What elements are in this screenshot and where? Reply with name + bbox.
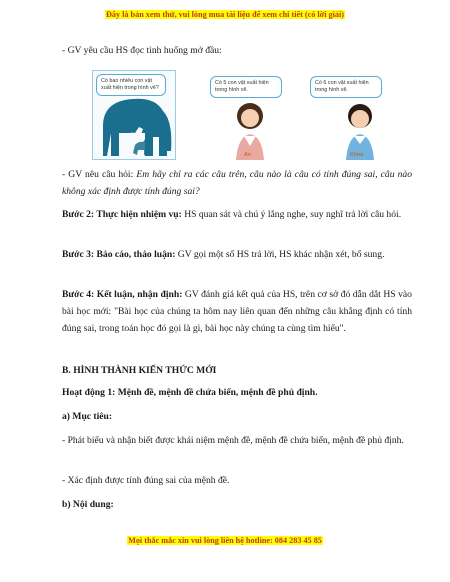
step4-paragraph xyxy=(62,286,412,337)
step2-text: HS quan sát và chú ý lắng nghe, suy nghĩ trả lời câu hỏi. xyxy=(181,209,402,220)
goal-item-1: - Phát biểu và nhận biết được khái niệm mệnh đề, mệnh đề chứa biến, mệnh đề phủ định. xyxy=(62,435,404,446)
khoa-name-label: Khoa xyxy=(350,152,364,158)
step2-label: Bước 2: Thực hiện nhiệm vụ: xyxy=(62,209,182,220)
step4-text: GV đánh giá kết quả của HS, trên cơ sở đó dẫn dắt HS vào bài học mới: "Bài học của chúng ta hôm nay liên quan đến những câu khẳng định có tính đúng sai, trong toán học đó gọi là gì, bài học này chúng ta cùng tìm hiểu". xyxy=(62,289,412,334)
hotline-footer: Mọi thắc mắc xin vui lòng liên hệ hotline: 084 283 45 85 xyxy=(128,536,322,545)
step3-label: Bước 3: Báo cáo, thảo luận: xyxy=(62,249,176,260)
question-prefix: - GV nêu câu hỏi: xyxy=(62,169,137,180)
question-bubble: Có bao nhiêu con vật xuất hiện trong hình vẽ? xyxy=(96,74,166,96)
goal-heading: a) Mục tiêu: xyxy=(62,411,113,422)
opening-illustration xyxy=(92,70,392,162)
step2-paragraph xyxy=(62,206,412,223)
step4-label: Bước 4: Kết luận, nhận định: xyxy=(62,289,183,300)
content-heading: b) Nội dung: xyxy=(62,499,114,510)
section-b-heading: B. HÌNH THÀNH KIẾN THỨC MỚI xyxy=(62,365,217,376)
step3-paragraph xyxy=(62,246,412,263)
question-text: Em hãy chỉ ra các câu trên, câu nào là câu có tính đúng sai, câu nào không xác định được tính đúng sai? xyxy=(62,169,412,197)
teacher-question xyxy=(62,166,412,200)
an-speech-bubble: Có 5 con vật xuất hiện trong hình vẽ. xyxy=(210,76,282,98)
khoa-speech-bubble: Có 6 con vật xuất hiện trong hình vẽ. xyxy=(310,76,382,98)
intro-text: - GV yêu cầu HS đọc tình huống mở đầu: xyxy=(62,45,222,56)
preview-banner: Đây là bản xem thử, vui lòng mua tài liệu để xem chi tiết (có lời giải) xyxy=(105,10,344,19)
animals-picture-frame xyxy=(92,70,176,160)
activity1-heading: Hoạt động 1: Mệnh đề, mệnh đề chứa biến, mệnh đề phủ định. xyxy=(62,387,318,398)
animal-silhouettes-image xyxy=(93,71,175,159)
step3-text: GV gọi một số HS trả lời, HS khác nhận xét, bổ sung. xyxy=(175,249,385,260)
goal-item-2: - Xác định được tính đúng sai của mệnh đề. xyxy=(62,475,230,486)
an-name-label: An xyxy=(244,152,251,158)
